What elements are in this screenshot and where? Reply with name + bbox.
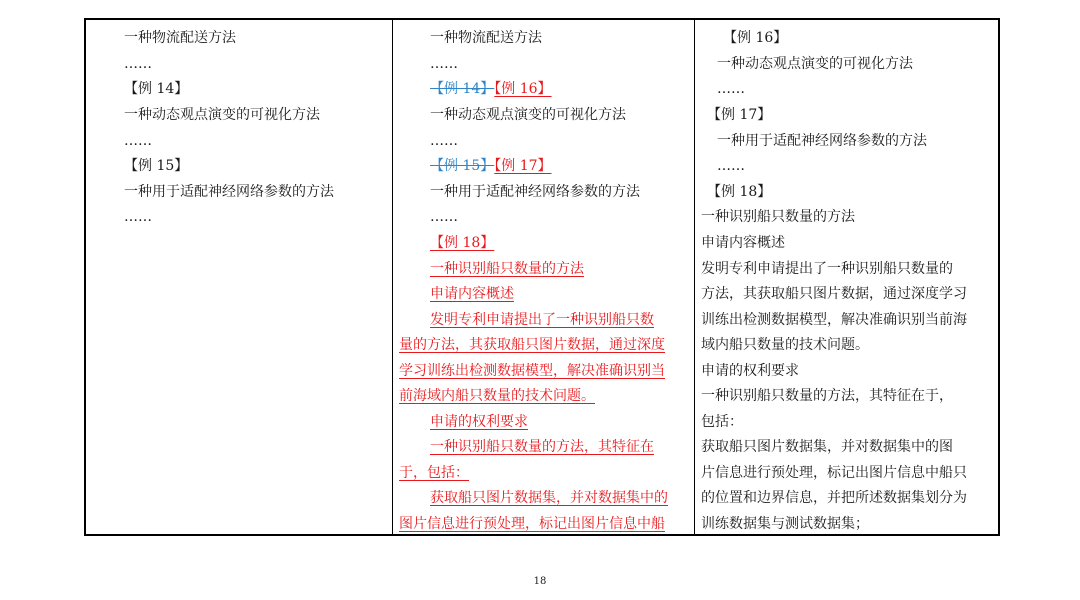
text-line: 一种识别船只数量的方法，其特征在于， <box>701 388 953 404</box>
revised-column <box>695 20 1000 534</box>
inserted-text-line: 图片信息进行预处理，标记出图片信息中船 <box>399 516 665 532</box>
text-line: …… <box>124 133 152 149</box>
inserted-text-line: 一种识别船只数量的方法，其特征在 <box>430 439 654 455</box>
text-line: …… <box>124 209 152 225</box>
text-line: …… <box>430 56 458 72</box>
text-line: 一种动态观点演变的可视化方法 <box>124 107 320 123</box>
text-line: 一种用于适配神经网络参数的方法 <box>430 184 640 200</box>
inserted-text-line: 学习训练出检测数据模型，解决准确识别当 <box>399 363 665 379</box>
text-line: 一种识别船只数量的方法 <box>701 209 855 225</box>
example-heading: 【例 17】 <box>707 107 772 123</box>
text-line: …… <box>430 133 458 149</box>
deleted-text: 【例 15】 <box>430 158 495 174</box>
text-line: 一种动态观点演变的可视化方法 <box>430 107 626 123</box>
example-heading: 【例 16】 <box>723 30 788 46</box>
inserted-text-line: 发明专利申请提出了一种识别船只数 <box>430 312 654 328</box>
text-line: 训练数据集与测试数据集； <box>701 516 869 532</box>
text-line: 片信息进行预处理，标记出图片信息中船只 <box>701 465 967 481</box>
inserted-text-line: 获取船只图片数据集，并对数据集中的 <box>430 490 668 506</box>
text-line: 方法，其获取船只图片数据，通过深度学习 <box>701 286 967 302</box>
page-number <box>0 576 1080 588</box>
example-heading-change <box>430 81 552 97</box>
text-line: 域内船只数量的技术问题。 <box>701 337 869 353</box>
text-line: 获取船只图片数据集，并对数据集中的图 <box>701 439 953 455</box>
text-line: 发明专利申请提出了一种识别船只数量的 <box>701 261 953 277</box>
text-line: …… <box>717 81 745 97</box>
deleted-text: 【例 14】 <box>430 81 495 97</box>
inserted-text-line: 量的方法，其获取船只图片数据，通过深度 <box>399 337 665 353</box>
text-line: 的位置和边界信息，并把所述数据集划分为 <box>701 490 967 506</box>
inserted-example-heading: 【例 18】 <box>430 235 495 251</box>
text-line: …… <box>124 56 152 72</box>
inserted-text: 【例 16】 <box>494 81 552 97</box>
example-heading: 【例 14】 <box>124 81 189 97</box>
inserted-text-line: 申请的权利要求 <box>430 414 528 430</box>
inserted-text-line: 前海域内船只数量的技术问题。 <box>399 388 595 404</box>
text-line: 一种物流配送方法 <box>124 30 236 46</box>
inserted-text: 【例 17】 <box>494 158 552 174</box>
text-line: 训练出检测数据模型，解决准确识别当前海 <box>701 312 967 328</box>
text-line: …… <box>717 158 745 174</box>
original-column <box>86 20 392 534</box>
revision-column <box>393 20 694 534</box>
text-line: 包括： <box>701 414 743 430</box>
comparison-table <box>84 18 1000 536</box>
text-line: 申请的权利要求 <box>701 363 799 379</box>
inserted-text-line: 于，包括： <box>399 465 469 481</box>
text-line: 一种物流配送方法 <box>430 30 542 46</box>
text-line: 申请内容概述 <box>701 235 785 251</box>
inserted-text-line: 申请内容概述 <box>430 286 514 302</box>
example-heading-change <box>430 158 552 174</box>
text-line: …… <box>430 209 458 225</box>
example-heading: 【例 18】 <box>707 184 772 200</box>
page-number-text: 18 <box>533 576 547 587</box>
text-line: 一种用于适配神经网络参数的方法 <box>124 184 334 200</box>
text-line: 一种用于适配神经网络参数的方法 <box>717 133 927 149</box>
text-line: 一种动态观点演变的可视化方法 <box>717 56 913 72</box>
inserted-text-line: 一种识别船只数量的方法 <box>430 261 584 277</box>
example-heading: 【例 15】 <box>124 158 189 174</box>
